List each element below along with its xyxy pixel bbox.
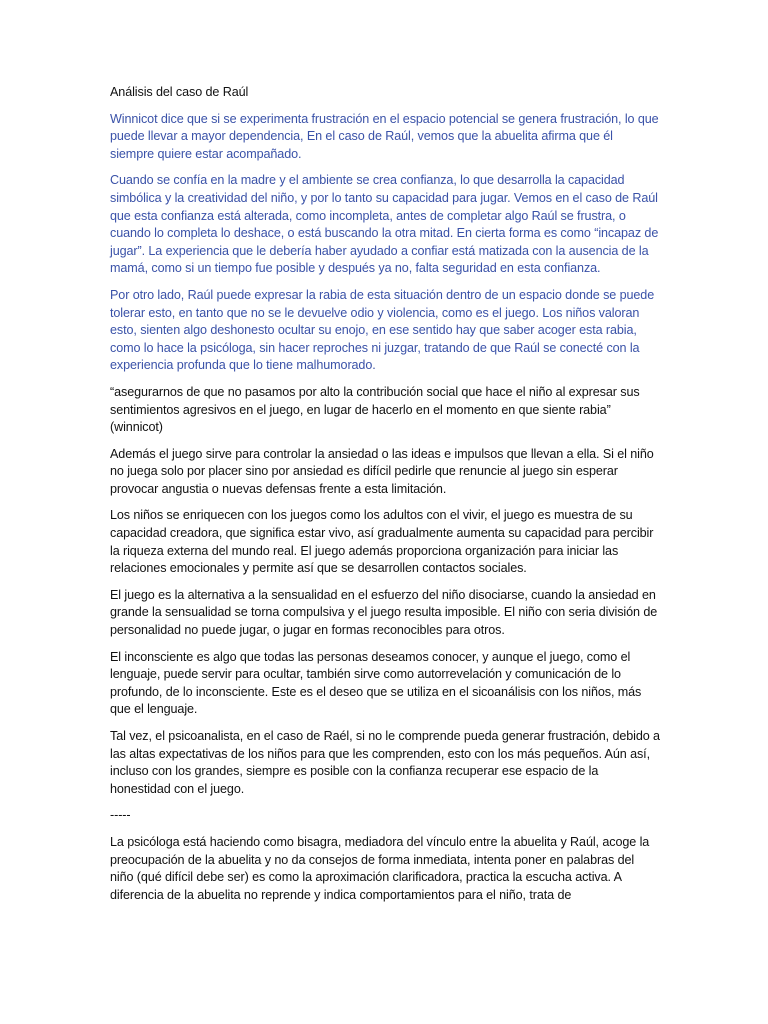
paragraph-sensualidad: El juego es la alternativa a la sensualidad en el esfuerzo del niño disociarse, cuando la ansiedad en grande la sensualidad se torna compulsiva y el juego resulta imposible. El niño con seria división de personalidad no puede jugar, o jugar en formas reconocibles para otros. xyxy=(110,587,658,638)
paragraph-winnicot-frustracion: Winnicot dice que si se experimenta frustración en el espacio potencial se genera frustración, lo que puede llevar a mayor dependencia, En el caso de Raúl, vemos que la abuelita afirma que él siempre quiere estar acompañado. xyxy=(110,111,659,161)
document-title: Análisis del caso de Raúl xyxy=(110,85,249,99)
paragraph-psicologa-bisagra: La psicóloga está haciendo como bisagra, mediadora del vínculo entre la abuelita y Raúl, acoge la preocupación de la abuelita y no da consejos de forma inmediata, intenta poner en palabras del niño (qué difícil debe ser) es como la aproximación clarificadora, practica la escucha activa. A diferencia de la abuelita no reprende y indica comportamientos para el niño, trata de xyxy=(110,834,650,902)
paragraph-confianza: Cuando se confía en la madre y el ambiente se crea confianza, lo que desarrolla la capacidad simbólica y la creatividad del niño, y por lo tanto su capacidad para jugar. Vemos en el caso de Raúl que esta confianza está alterada, como incompleta, antes de completar algo Raúl se frustra, o cuando lo completa lo deshace, o está buscando la otra mitad. En cierta forma es como “incapaz de jugar”. La experiencia que le debería haber ayudado a confiar está matizada con la ausencia de la mamá, como si un tiempo fue posible y después ya no, falta seguridad en esta confianza. xyxy=(110,173,659,276)
paragraph-quote-winnicot: “asegurarnos de que no pasamos por alto la contribución social que hace el niño al expresar sus sentimientos agresivos en el juego, en lugar de hacerlo en el momento en que siente rabia” (winnicot) xyxy=(110,384,640,435)
paragraph-inconsciente: El inconsciente es algo que todas las personas deseamos conocer, y aunque el juego, como el lenguaje, puede servir para ocultar, también sirve como autorrevelación y comunicación de lo profundo, de lo inconsciente. Este es el deseo que se utiliza en el sicoanálisis con los niños, más que el lenguaje. xyxy=(110,649,642,717)
section-separator: ----- xyxy=(110,808,131,823)
paragraph-ansiedad: Además el juego sirve para controlar la ansiedad o las ideas e impulsos que llevan a ella. Si el niño no juega solo por placer sino por ansiedad es difícil pedirle que renuncie al juego sin esperar provocar angustia o nuevas defensas frente a esta limitación. xyxy=(110,446,654,496)
paragraph-capacidad-creadora: Los niños se enriquecen con los juegos como los adultos con el vivir, el juego es muestra de su capacidad creadora, que significa estar vivo, así gradualmente aumenta su capacidad para percibir la riqueza externa del mundo real. El juego además proporciona organización para iniciar las relaciones emocionales y permite así que se desarrollen contactos sociales. xyxy=(110,508,654,576)
paragraph-psicoanalista: Tal vez, el psicoanalista, en el caso de Raél, si no le comprende pueda generar frustración, debido a las altas expectativas de los niños para que les comprenden, esto con los más pequeños. Aún así, incluso con los grandes, siempre es posible con la confianza recuperar ese espacio de la honestidad con el juego. xyxy=(110,729,660,796)
paragraph-rabia: Por otro lado, Raúl puede expresar la rabia de esta situación dentro de un espacio donde se puede tolerar esto, en tanto que no se le devuelve odio y violencia, como es el juego. Los niños valoran esto, sienten algo deshonesto ocultar su enojo, en ese sentido hay que saber acoger esta rabia, como lo hace la psicóloga, sin hacer reproches ni juzgar, tratando de que Raúl se conecté con la experiencia profunda que lo tiene malhumorado. xyxy=(110,287,655,373)
document-body xyxy=(110,84,660,913)
